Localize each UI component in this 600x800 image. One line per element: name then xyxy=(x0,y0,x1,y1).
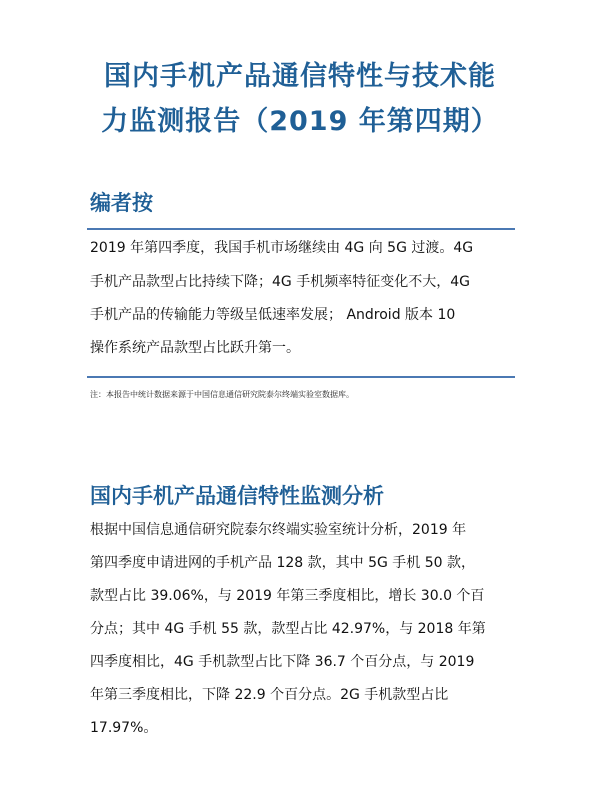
editor-note-bottom-rule xyxy=(87,376,515,378)
analysis-section-heading: 国内手机产品通信特性监测分析 xyxy=(90,484,384,508)
analysis-line: 款型占比 39.06%，与 2019 年第三季度相比，增长 30.0 个百 xyxy=(90,588,485,604)
analysis-line: 17.97%。 xyxy=(90,720,158,736)
editor-note-line: 操作系统产品款型占比跃升第一。 xyxy=(90,340,300,356)
report-title-line-1: 国内手机产品通信特性与技术能 xyxy=(104,61,496,92)
data-source-footnote: 注：本报告中统计数据来源于中国信息通信研究院泰尔终端实验室数据库。 xyxy=(90,390,354,399)
editor-note-line: 2019 年第四季度，我国手机市场继续由 4G 向 5G 过渡。4G xyxy=(90,240,474,256)
analysis-line: 第四季度申请进网的手机产品 128 款，其中 5G 手机 50 款， xyxy=(90,555,475,571)
analysis-line: 四季度相比，4G 手机款型占比下降 36.7 个百分点，与 2019 xyxy=(90,654,475,670)
editor-note-line: 手机产品的传输能力等级呈低速率发展； Android 版本 10 xyxy=(90,307,456,323)
editor-note-top-rule xyxy=(87,228,515,230)
analysis-line: 年第三季度相比，下降 22.9 个百分点。2G 手机款型占比 xyxy=(90,687,449,703)
report-title-line-2: 力监测报告（2019 年第四期） xyxy=(101,106,499,137)
editor-note-heading: 编者按 xyxy=(90,191,153,215)
analysis-line: 分点；其中 4G 手机 55 款，款型占比 42.97%，与 2018 年第 xyxy=(90,621,486,637)
editor-note-line: 手机产品款型占比持续下降；4G 手机频率特征变化不大，4G xyxy=(90,274,470,290)
analysis-line: 根据中国信息通信研究院泰尔终端实验室统计分析，2019 年 xyxy=(90,522,467,538)
